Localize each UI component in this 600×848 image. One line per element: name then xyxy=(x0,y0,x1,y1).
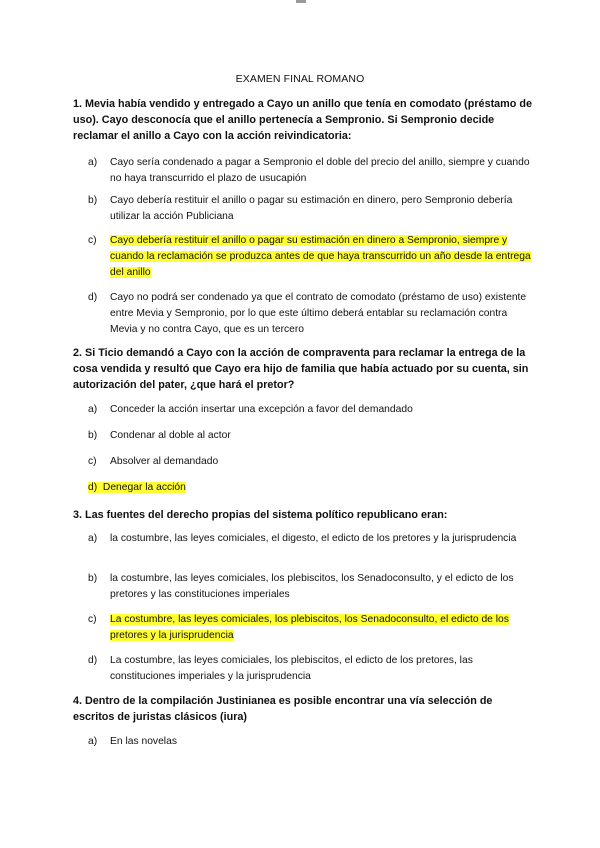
option-text: la costumbre, las leyes comiciales, el digesto, el edicto de los pretores y la jurisprudencia xyxy=(110,533,517,544)
question-4: 4. Dentro de la compilación Justinianea es posible encontrar una vía selección de escritos de juristas clásicos (iura) xyxy=(73,695,493,723)
option-2b xyxy=(88,428,533,444)
option-1d xyxy=(88,290,533,338)
option-3c-answer xyxy=(88,612,533,644)
option-letter: d) xyxy=(88,292,98,303)
option-2d-answer xyxy=(88,480,533,496)
highlighted-answer: Cayo debería restituir el anillo o pagar su estimación en dinero a Sempronio, siempre y cuando la reclamación se produzca antes de que haya transcurrido un año desde la entrega del anillo xyxy=(110,235,531,278)
option-letter: c) xyxy=(88,456,97,467)
highlighted-answer: La costumbre, las leyes comiciales, los plebiscitos, los Senadoconsulto, el edicto de los pretores y la jurisprudencia xyxy=(110,614,509,641)
question-2: 2. Si Ticio demandó a Cayo con la acción de compraventa para reclamar la entrega de la cosa vendida y resultó que Cayo era hijo de familia que había actuado por su cuenta, sin autorización del pater, ¿que hará el pretor? xyxy=(73,347,529,391)
option-letter: a) xyxy=(88,404,98,415)
option-text: Conceder la acción insertar una excepción a favor del demandado xyxy=(110,404,413,415)
option-text: Condenar al doble al actor xyxy=(110,430,231,441)
option-text: Cayo no podrá ser condenado ya que el contrato de comodato (préstamo de uso) existente entre Mevia y Sempronio, por lo que este último deberá entablar su reclamación contra Mevia y no contra Cayo, que es un tercero xyxy=(110,292,527,335)
option-4a xyxy=(88,734,533,750)
option-letter: a) xyxy=(88,157,98,168)
option-letter: a) xyxy=(88,736,98,747)
option-text: Cayo debería restituir el anillo o pagar su estimación en dinero, pero Sempronio debería utilizar la acción Publiciana xyxy=(110,195,513,222)
option-letter: d) xyxy=(88,655,98,666)
option-letter: a) xyxy=(88,533,98,544)
option-text: Denegar la acción xyxy=(102,482,186,493)
question-3: 3. Las fuentes del derecho propias del sistema político republicano eran: xyxy=(73,509,448,521)
option-letter: b) xyxy=(88,430,98,441)
option-text: En las novelas xyxy=(110,736,177,747)
header-mark xyxy=(296,0,306,3)
option-3b xyxy=(88,571,533,603)
option-letter: b) xyxy=(88,195,98,206)
option-text: La costumbre, las leyes comiciales, los plebiscitos, el edicto de los pretores, las constituciones imperiales y la jurisprudencia xyxy=(110,655,473,682)
option-letter: d) xyxy=(88,482,98,493)
option-text: la costumbre, las leyes comiciales, los plebiscitos, los Senadoconsulto, y el edicto de los pretores y las constituciones imperiales xyxy=(110,573,514,600)
question-1: 1. Mevia había vendido y entregado a Cayo un anillo que tenía en comodato (préstamo de uso). Cayo desconocía que el anillo pertenecía a Sempronio. Si Sempronio decide reclamar el anillo a Cayo con la acción reivindicatoria: xyxy=(73,98,532,142)
option-3a xyxy=(88,531,533,547)
exam-title: EXAMEN FINAL ROMANO xyxy=(235,73,365,85)
option-3d xyxy=(88,653,533,685)
option-letter: c) xyxy=(88,614,97,625)
option-1c-answer xyxy=(88,233,533,281)
option-2a xyxy=(88,402,533,418)
option-1a xyxy=(88,155,533,187)
option-1b xyxy=(88,193,533,225)
highlighted-answer xyxy=(88,482,186,493)
option-2c xyxy=(88,454,533,470)
option-letter: c) xyxy=(88,235,97,246)
option-text: Absolver al demandado xyxy=(110,456,219,467)
option-text: Cayo sería condenado a pagar a Sempronio el doble del precio del anillo, siempre y cuando no haya transcurrido el plazo de usucapión xyxy=(110,157,530,184)
option-letter: b) xyxy=(88,573,98,584)
